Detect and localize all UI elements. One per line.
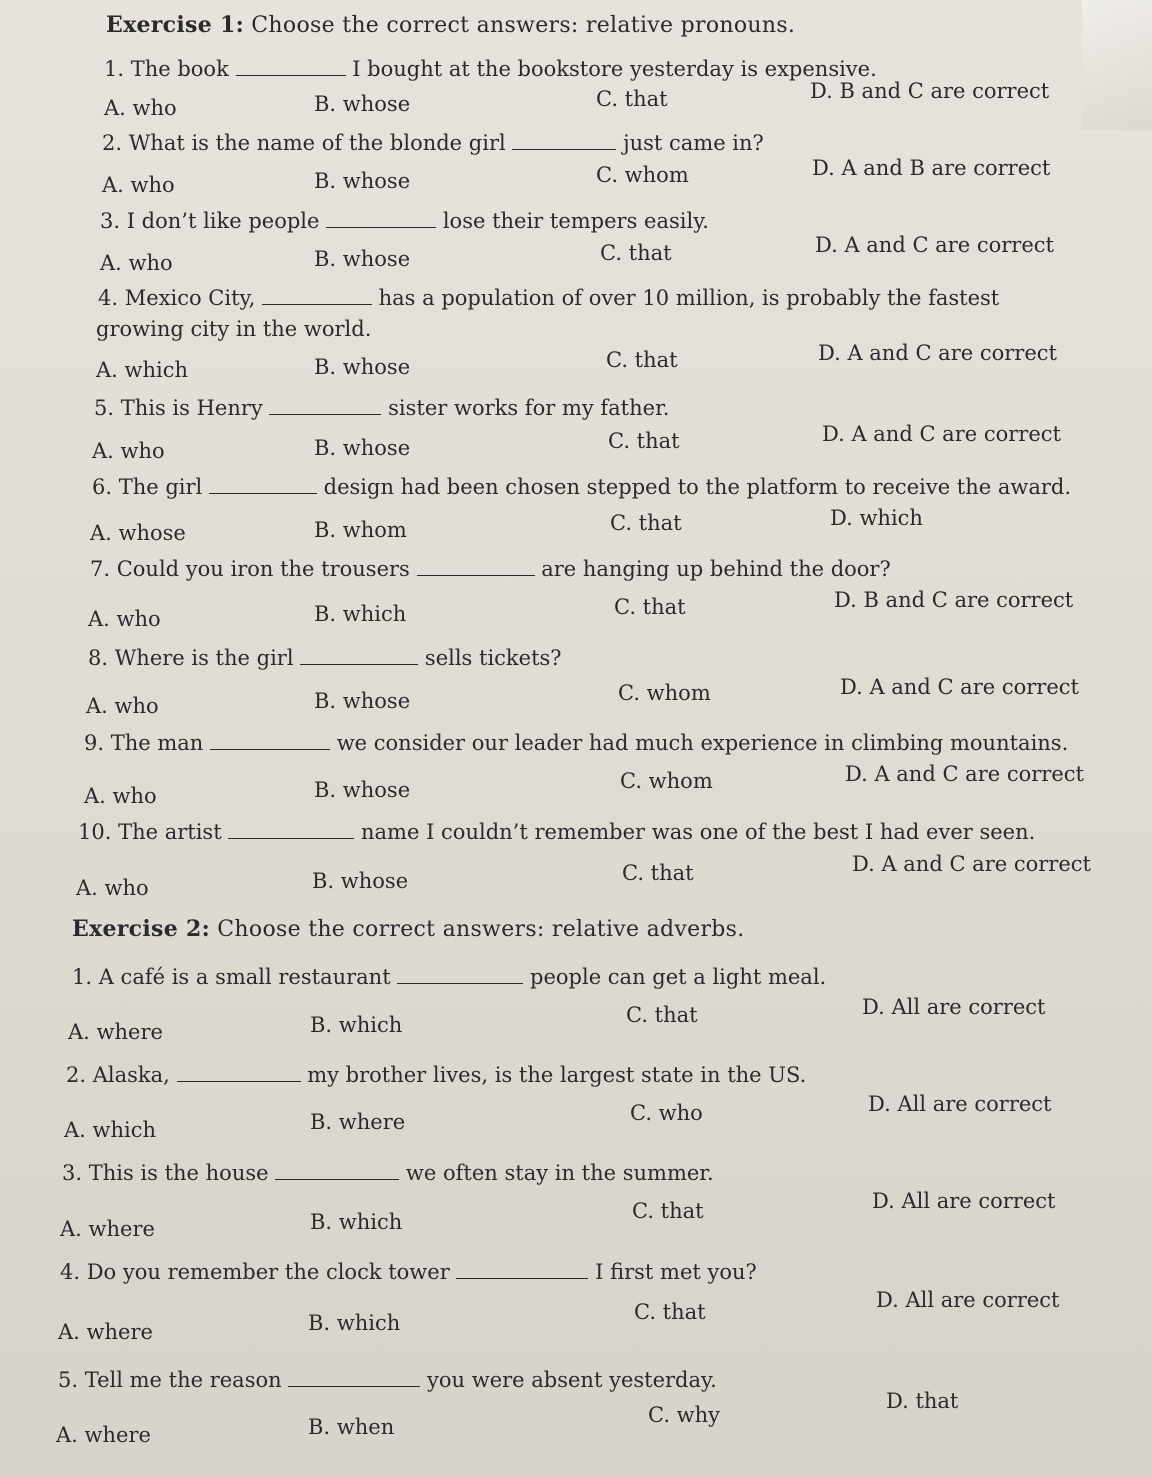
e1-q1-option-c[interactable]: C. that — [596, 87, 668, 111]
e1-q6-option-b[interactable]: B. whom — [314, 518, 407, 542]
e1-question-6 — [92, 475, 1071, 499]
e2-q1-option-b[interactable]: B. which — [310, 1013, 403, 1037]
e1-q2-option-d[interactable]: D. A and B are correct — [812, 156, 1051, 180]
e1-q9-option-c[interactable]: C. whom — [620, 769, 713, 793]
e2-q4-option-b[interactable]: B. which — [308, 1311, 401, 1335]
answer-blank[interactable] — [269, 414, 381, 415]
answer-blank[interactable] — [177, 1081, 301, 1082]
question-text: design had been chosen stepped to the platform to receive the award. — [323, 475, 1072, 499]
e2-q4-option-a[interactable]: A. where — [58, 1320, 153, 1344]
e2-question-2 — [66, 1063, 806, 1087]
question-text: 7. Could you iron the trousers — [90, 557, 410, 581]
e2-q5-option-d[interactable]: D. that — [886, 1389, 959, 1413]
e1-q7-option-a[interactable]: A. who — [88, 607, 161, 631]
answer-blank[interactable] — [397, 983, 523, 984]
e2-question-1 — [72, 965, 826, 989]
e2-q4-option-c[interactable]: C. that — [634, 1300, 706, 1324]
question-text: 3. I don’t like people — [100, 209, 320, 233]
question-text: people can get a light meal. — [530, 965, 827, 989]
e1-q7-option-b[interactable]: B. which — [314, 602, 407, 626]
question-text: 10. The artist — [78, 820, 222, 844]
question-text: 8. Where is the girl — [88, 646, 294, 670]
answer-blank[interactable] — [326, 227, 436, 228]
e2-q2-option-c[interactable]: C. who — [630, 1101, 703, 1125]
e1-question-7 — [90, 557, 891, 581]
question-text: 4. Mexico City, — [98, 286, 256, 310]
question-text: sells tickets? — [424, 646, 562, 670]
e1-q3-option-d[interactable]: D. A and C are correct — [815, 233, 1054, 257]
e1-q10-option-b[interactable]: B. whose — [312, 869, 409, 893]
e1-q5-option-c[interactable]: C. that — [608, 429, 680, 453]
e1-q9-option-a[interactable]: A. who — [84, 784, 157, 808]
e2-q5-option-c[interactable]: C. why — [648, 1403, 721, 1427]
e1-question-9 — [84, 731, 1068, 755]
answer-blank[interactable] — [209, 493, 317, 494]
e1-q1-option-b[interactable]: B. whose — [314, 92, 411, 116]
page-corner — [1082, 0, 1152, 130]
e1-q9-option-b[interactable]: B. whose — [314, 778, 411, 802]
exercise-1-instruction: Choose the correct answers: relative pronouns. — [244, 13, 796, 38]
e1-q4-option-c[interactable]: C. that — [606, 348, 678, 372]
e1-question-5 — [94, 396, 669, 420]
exercise-2-instruction: Choose the correct answers: relative adverbs. — [210, 917, 745, 942]
e2-q2-option-b[interactable]: B. where — [310, 1110, 406, 1134]
e2-q1-option-a[interactable]: A. where — [68, 1020, 163, 1044]
exercise-1-label: Exercise 1: — [106, 12, 244, 38]
e2-q3-option-d[interactable]: D. All are correct — [872, 1189, 1056, 1213]
question-text: has a population of over 10 million, is probably the fastest — [378, 286, 1000, 310]
question-text: 2. Alaska, — [66, 1063, 170, 1087]
question-text: name I couldn’t remember was one of the best I had ever seen. — [361, 820, 1036, 844]
question-text: 5. This is Henry — [94, 396, 263, 420]
answer-blank[interactable] — [275, 1179, 399, 1180]
e2-question-4 — [60, 1260, 757, 1284]
e1-question-3 — [100, 209, 709, 233]
e2-q3-option-c[interactable]: C. that — [632, 1199, 704, 1223]
e1-q8-option-a[interactable]: A. who — [86, 694, 159, 718]
e2-q2-option-d[interactable]: D. All are correct — [868, 1092, 1052, 1116]
e1-q3-option-a[interactable]: A. who — [100, 251, 173, 275]
answer-blank[interactable] — [456, 1278, 588, 1279]
e1-q1-option-d[interactable]: D. B and C are correct — [810, 79, 1050, 103]
question-text: sister works for my father. — [388, 396, 670, 420]
question-text: lose their tempers easily. — [442, 209, 709, 233]
e1-q4-option-a[interactable]: A. which — [96, 358, 189, 382]
e1-question-1 — [104, 57, 877, 81]
answer-blank[interactable] — [210, 749, 330, 750]
e1-q9-option-d[interactable]: D. A and C are correct — [845, 762, 1084, 786]
e1-q5-option-b[interactable]: B. whose — [314, 436, 411, 460]
question-text: 9. The man — [84, 731, 204, 755]
e1-q10-option-a[interactable]: A. who — [76, 876, 149, 900]
e1-q6-option-a[interactable]: A. whose — [90, 521, 186, 545]
question-text: we consider our leader had much experience in climbing mountains. — [336, 731, 1069, 755]
answer-blank[interactable] — [512, 149, 616, 150]
exercise-2-title — [72, 916, 745, 942]
e1-q10-option-d[interactable]: D. A and C are correct — [852, 852, 1091, 876]
e1-q10-option-c[interactable]: C. that — [622, 861, 694, 885]
answer-blank[interactable] — [300, 664, 418, 665]
question-text: 1. The book — [104, 57, 229, 81]
e1-q7-option-d[interactable]: D. B and C are correct — [834, 588, 1074, 612]
answer-blank[interactable] — [288, 1386, 420, 1387]
question-text: I bought at the bookstore yesterday is expensive. — [352, 57, 877, 81]
e1-question-2 — [102, 131, 764, 155]
question-text: just came in? — [623, 131, 764, 155]
question-text: are hanging up behind the door? — [541, 557, 891, 581]
question-text: 1. A café is a small restaurant — [72, 965, 391, 989]
e1-question-4 — [98, 286, 999, 310]
exercise-1-title — [106, 12, 795, 38]
e1-question-10 — [78, 820, 1035, 844]
e1-q4-option-d[interactable]: D. A and C are correct — [818, 341, 1057, 365]
e2-q3-option-a[interactable]: A. where — [60, 1217, 155, 1241]
e1-q4-continuation: growing city in the world. — [96, 317, 372, 341]
e1-q6-option-c[interactable]: C. that — [610, 511, 682, 535]
question-text: 2. What is the name of the blonde girl — [102, 131, 506, 155]
question-text: 4. Do you remember the clock tower — [60, 1260, 450, 1284]
e1-q8-option-d[interactable]: D. A and C are correct — [840, 675, 1079, 699]
e1-q1-option-a[interactable]: A. who — [104, 96, 177, 120]
e2-question-5 — [58, 1368, 717, 1392]
question-text: 3. This is the house — [62, 1161, 269, 1185]
e2-q5-option-b[interactable]: B. when — [308, 1415, 395, 1439]
e2-question-3 — [62, 1161, 714, 1185]
e2-q5-option-a[interactable]: A. where — [56, 1423, 151, 1447]
e1-q2-option-b[interactable]: B. whose — [314, 169, 411, 193]
e1-q8-option-b[interactable]: B. whose — [314, 689, 411, 713]
e1-q3-option-b[interactable]: B. whose — [314, 247, 411, 271]
exercise-2-label: Exercise 2: — [72, 916, 210, 942]
e2-q2-option-a[interactable]: A. which — [64, 1118, 157, 1142]
question-text: we often stay in the summer. — [405, 1161, 714, 1185]
question-text: you were absent yesterday. — [427, 1368, 717, 1392]
answer-blank[interactable] — [262, 304, 372, 305]
e1-q2-option-c[interactable]: C. whom — [596, 163, 689, 187]
e2-q4-option-d[interactable]: D. All are correct — [876, 1288, 1060, 1312]
e1-q5-option-a[interactable]: A. who — [92, 439, 165, 463]
e1-q2-option-a[interactable]: A. who — [102, 173, 175, 197]
question-text: my brother lives, is the largest state in the US. — [307, 1063, 807, 1087]
e1-question-8 — [88, 646, 562, 670]
e2-q3-option-b[interactable]: B. which — [310, 1210, 403, 1234]
e1-q5-option-d[interactable]: D. A and C are correct — [822, 422, 1061, 446]
answer-blank[interactable] — [228, 838, 354, 839]
question-text: 6. The girl — [92, 475, 203, 499]
e1-q3-option-c[interactable]: C. that — [600, 241, 672, 265]
e1-q6-option-d[interactable]: D. which — [830, 506, 923, 530]
e1-q7-option-c[interactable]: C. that — [614, 595, 686, 619]
e1-q4-option-b[interactable]: B. whose — [314, 355, 411, 379]
answer-blank[interactable] — [236, 75, 346, 76]
answer-blank[interactable] — [417, 575, 535, 576]
e2-q1-option-d[interactable]: D. All are correct — [862, 995, 1046, 1019]
question-text: 5. Tell me the reason — [58, 1368, 282, 1392]
e1-q8-option-c[interactable]: C. whom — [618, 681, 711, 705]
e2-q1-option-c[interactable]: C. that — [626, 1003, 698, 1027]
question-text: I first met you? — [595, 1260, 757, 1284]
